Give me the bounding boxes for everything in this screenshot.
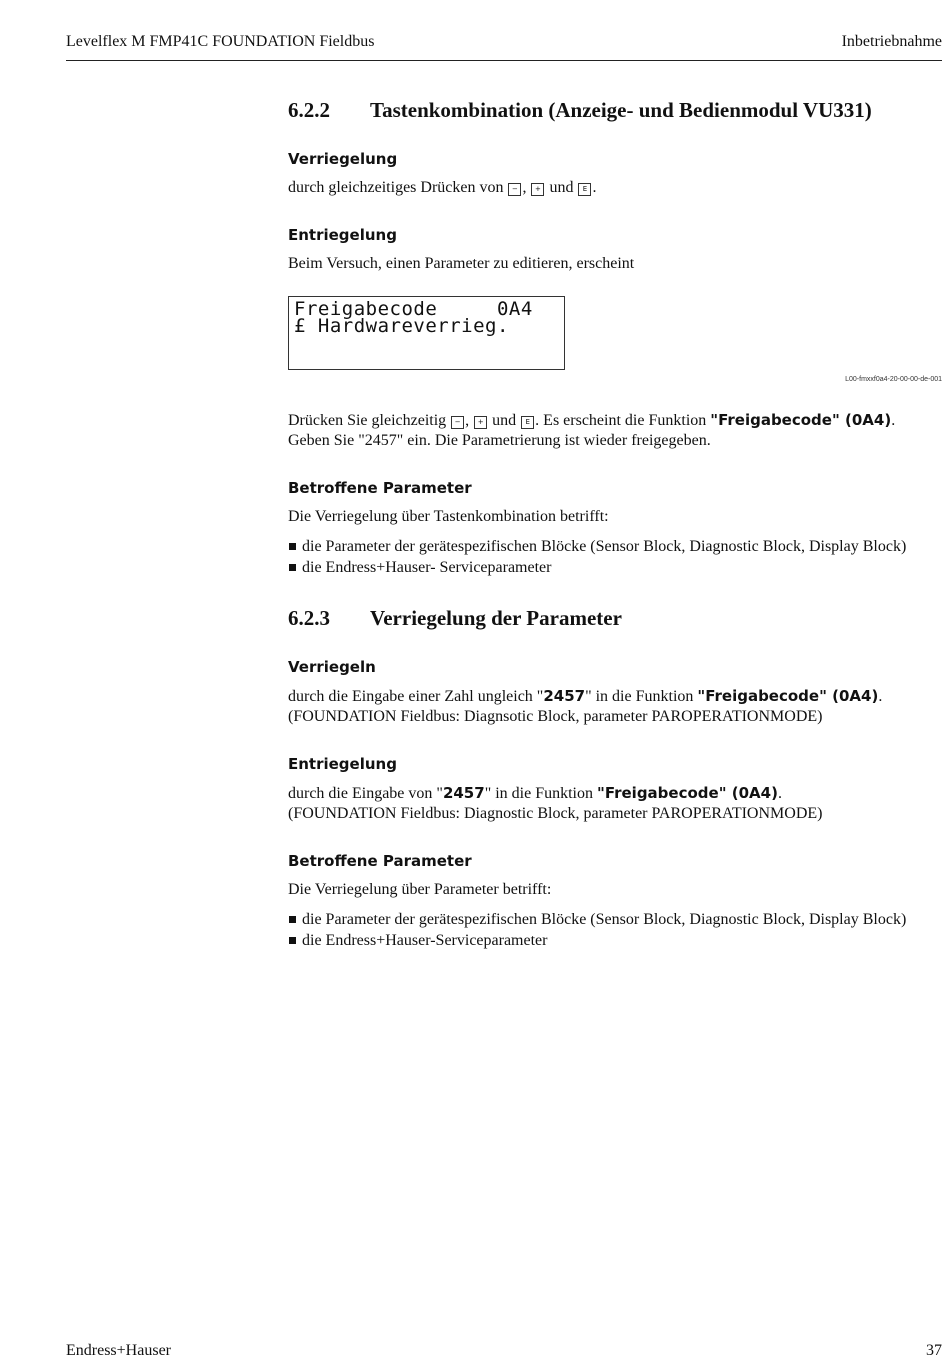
lock-text: durch die Eingabe einer Zahl ungleich "2457" in die Funktion "Freigabecode" (0A4). [288,687,883,705]
footer-company: Endress+Hauser [66,1342,171,1359]
unlock-text-line2: (FOUNDATION Fieldbus: Diagnostic Block, parameter PAROPERATIONMODE) [288,805,823,822]
affected-heading: Betroffene Parameter [288,479,472,497]
header-chapter-title: Inbetriebnahme [841,33,942,50]
bullet-icon [289,916,296,923]
section-number: 6.2.3 [288,606,330,630]
bullet-icon [289,937,296,944]
enter-key-icon: E [521,416,534,429]
page-header [66,30,942,61]
lock-text-line2: (FOUNDATION Fieldbus: Diagnsotic Block, parameter PAROPERATIONMODE) [288,708,823,725]
function-name: "Freigabecode" (0A4) [697,687,879,705]
enter-key-icon: E [578,183,591,196]
list-item: die Endress+Hauser-Serviceparameter [288,930,938,951]
affected-list [288,909,938,951]
function-name: "Freigabecode" (0A4) [710,411,892,429]
unlock-text: Beim Versuch, einen Parameter zu editieren, erscheint [288,255,635,272]
plus-key-icon: + [531,183,544,196]
code-value: 2457 [442,784,485,802]
section-heading-622 [288,96,938,124]
figure-id: L00-fmxxf0a4-20-00-00-de-001 [845,376,942,383]
section-number: 6.2.2 [288,98,330,122]
unlock-heading: Entriegelung [288,226,397,244]
lock-text: durch gleichzeitiges Drücken von − , + und E . [288,179,597,196]
plus-key-icon: + [474,416,487,429]
function-name: "Freigabecode" (0A4) [597,784,778,802]
minus-key-icon: − [451,416,464,429]
lock-heading: Verriegeln [288,658,376,676]
bullet-icon [289,564,296,571]
page-number: 37 [926,1342,942,1359]
bullet-icon [289,543,296,550]
lcd-line-2: £ Hardwareverrieg. [294,315,509,337]
list-item: die Endress+Hauser- Serviceparameter [288,557,938,578]
unlock-heading: Entriegelung [288,755,397,773]
list-item: die Parameter der gerätespezifischen Blöcke (Sensor Block, Diagnostic Block, Display Block) [288,909,938,930]
affected-intro: Die Verriegelung über Tastenkombination betrifft: [288,508,609,525]
main-content [288,96,942,951]
lcd-line-1: Freigabecode 0A4 [294,298,533,320]
section-heading-623 [288,604,938,632]
lock-heading: Verriegelung [288,150,398,168]
minus-key-icon: − [508,183,521,196]
affected-intro: Die Verriegelung über Parameter betrifft: [288,881,552,898]
section-title: Tastenkombination (Anzeige- und Bedienmodul VU331) [370,98,872,122]
lcd-display [288,296,565,370]
press-instruction: Drücken Sie gleichzeitig − , + und E . Es erscheint die Funktion "Freigabecode" (0A4). [288,411,896,429]
press-instruction-line2: Geben Sie "2457" ein. Die Parametrierung ist wieder freigegeben. [288,432,711,449]
unlock-text: durch die Eingabe von "2457" in die Funktion "Freigabecode" (0A4). [288,784,782,802]
list-item: die Parameter der gerätespezifischen Blöcke (Sensor Block, Diagnostic Block, Display Block) [288,536,938,557]
section-title: Verriegelung der Parameter [370,606,622,630]
header-product-title: Levelflex M FMP41C FOUNDATION Fieldbus [66,33,375,50]
code-value: 2457 [543,687,586,705]
affected-list [288,536,938,578]
affected-heading: Betroffene Parameter [288,852,472,870]
